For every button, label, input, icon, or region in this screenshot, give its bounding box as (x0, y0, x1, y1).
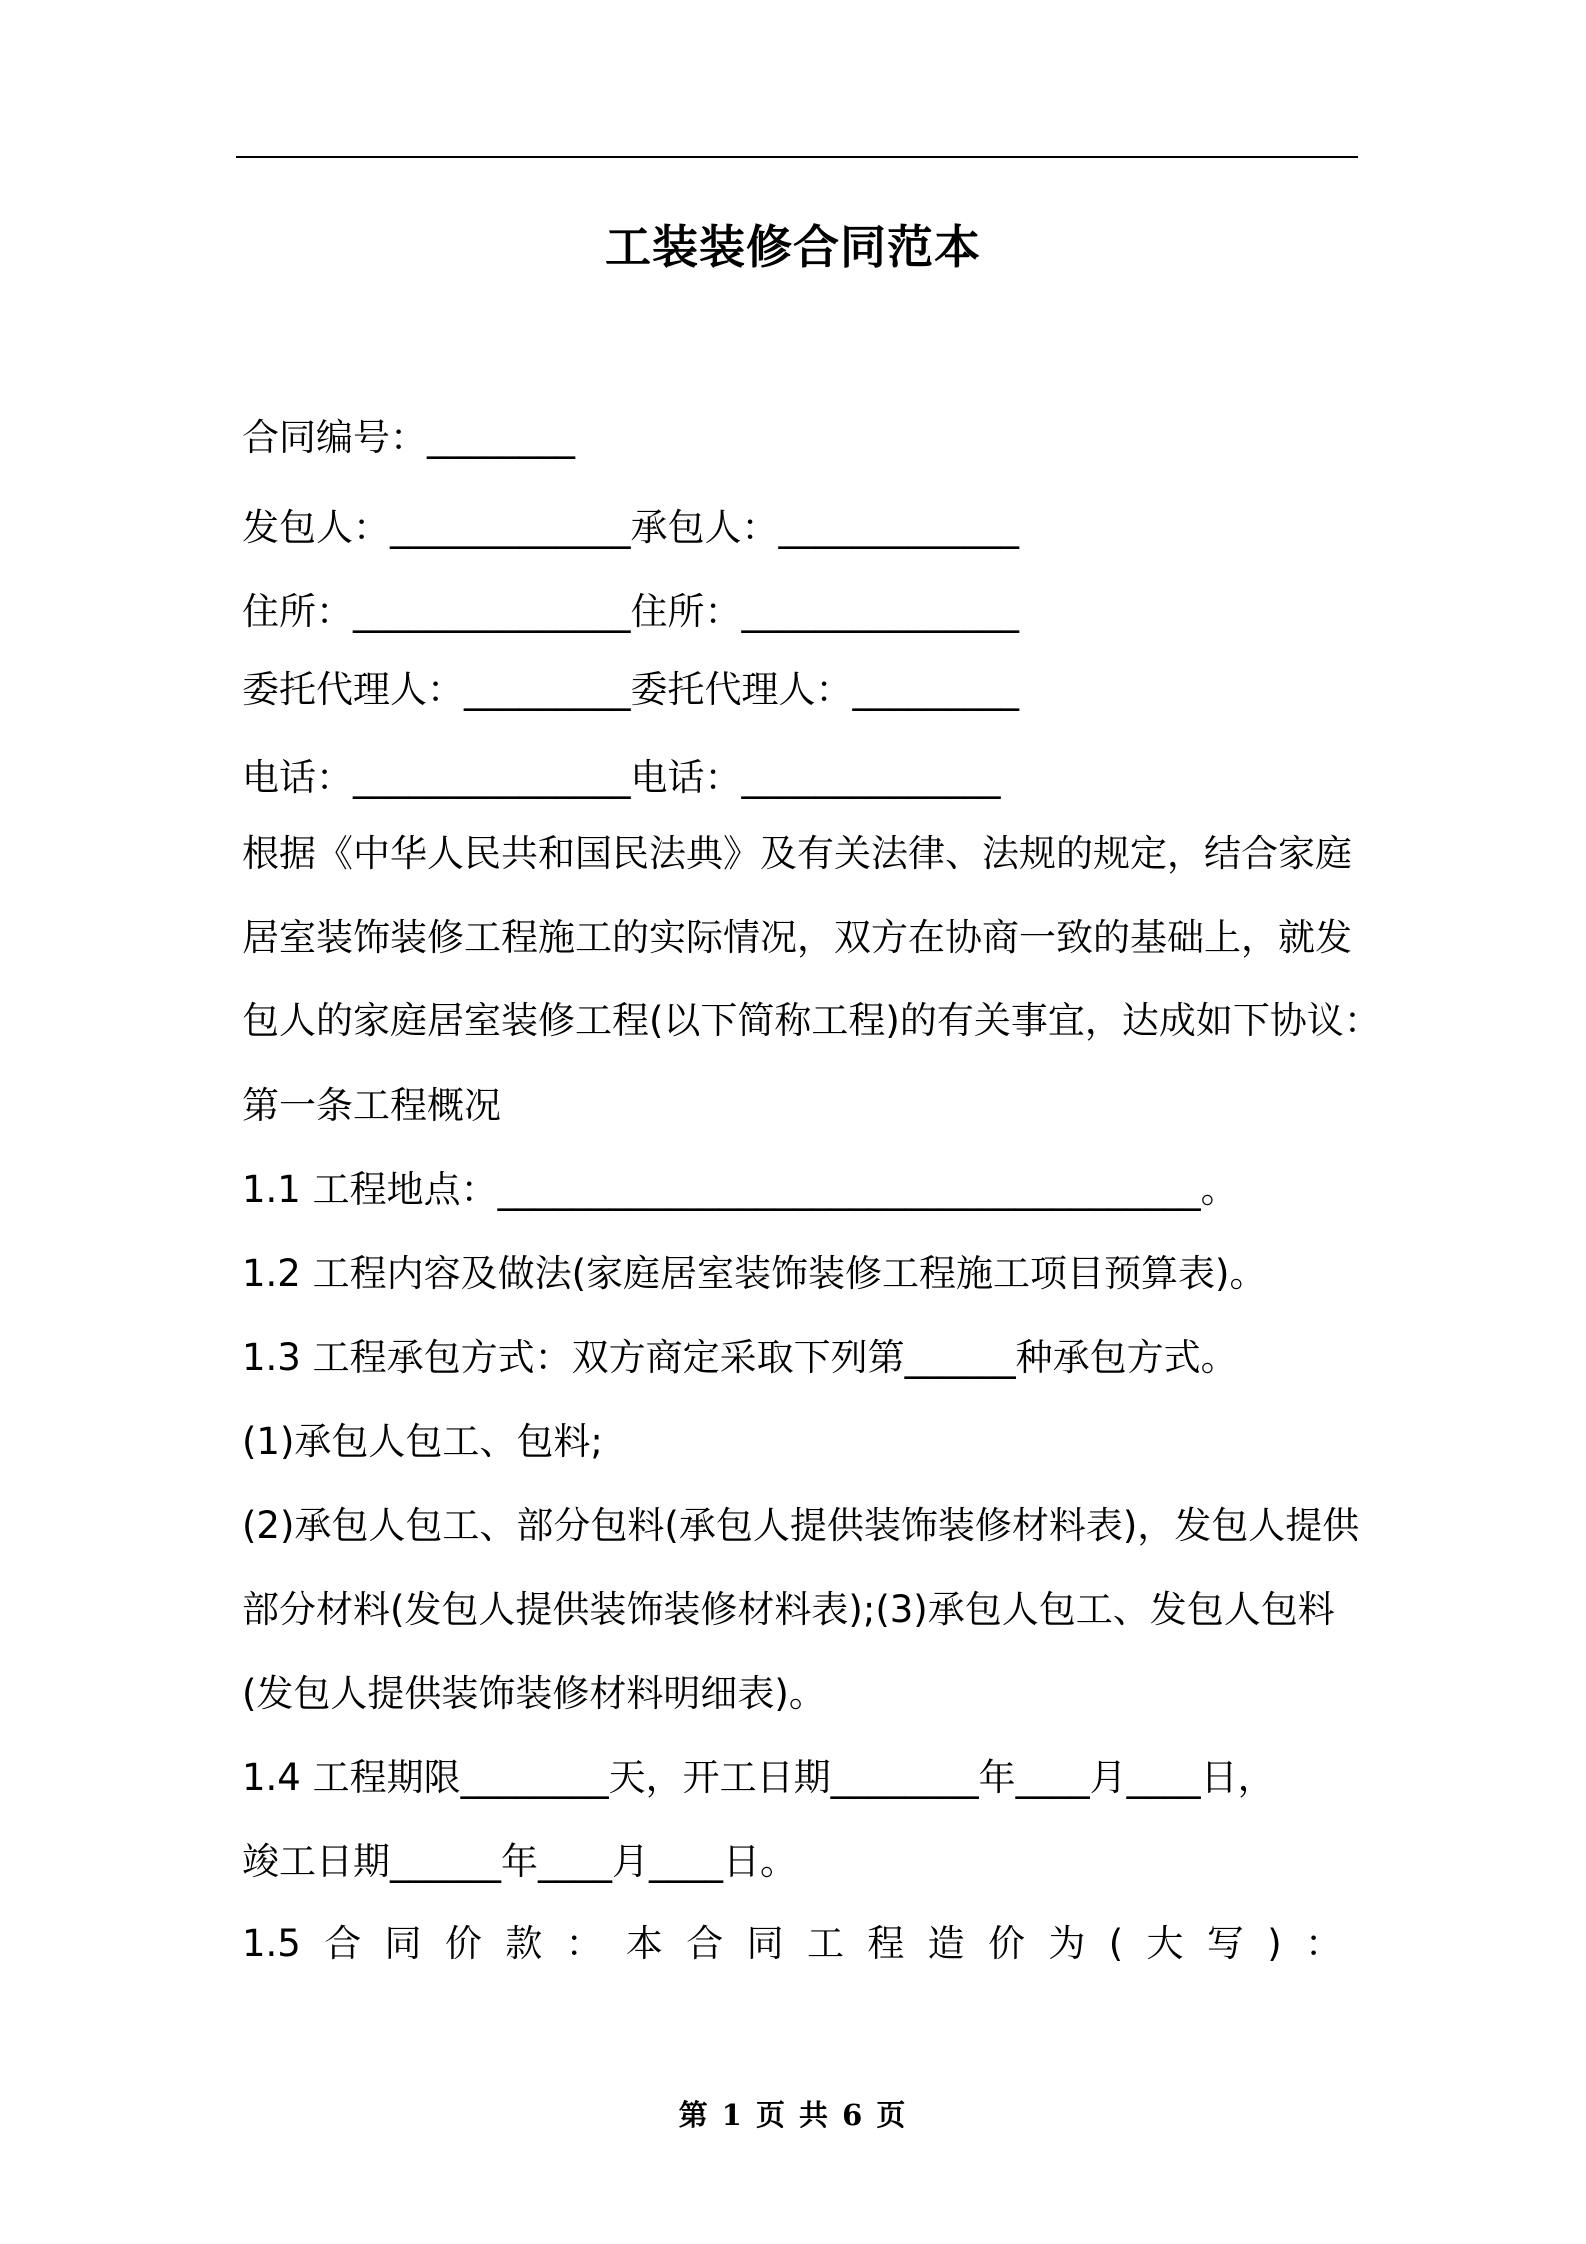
parties-line: 发包人：_____________承包人：_____________ (242, 506, 1019, 549)
top-rule (236, 156, 1358, 158)
preamble-line-2: 居室装饰装修工程施工的实际情况，双方在协商一致的基础上，就发 (242, 916, 1352, 959)
address-line: 住所：_______________住所：_______________ (242, 590, 1019, 633)
option-2-line-2: 部分材料(发包人提供装饰装修材料表);(3)承包人包工、发包人包料 (242, 1588, 1335, 1631)
phone-line: 电话：_______________电话：______________ (242, 756, 1001, 799)
contract-number-line: 合同编号：________ (242, 416, 575, 459)
preamble-line-3: 包人的家庭居室装修工程(以下简称工程)的有关事宜，达成如下协议： (242, 999, 1381, 1042)
preamble-line-1: 根据《中华人民共和国民法典》及有关法律、法规的规定，结合家庭 (242, 832, 1352, 875)
page-title: 工装装修合同范本 (605, 220, 981, 274)
article-1-heading: 第一条工程概况 (242, 1084, 501, 1127)
clause-1-4-line-2: 竣工日期______年____月____日。 (242, 1840, 797, 1883)
option-2-line-1: (2)承包人包工、部分包料(承包人提供装饰装修材料表)，发包人提供 (242, 1504, 1360, 1547)
option-1: (1)承包人包工、包料; (242, 1420, 603, 1463)
page-number: 第 1 页 共 6 页 (678, 2098, 908, 2132)
clause-1-2: 1.2 工程内容及做法(家庭居室装饰装修工程施工项目预算表)。 (242, 1252, 1267, 1295)
agent-line: 委托代理人：_________委托代理人：_________ (242, 668, 1019, 711)
clause-1-1: 1.1 工程地点：______________________________________。 (242, 1168, 1238, 1211)
option-3-line: (发包人提供装饰装修材料明细表)。 (242, 1672, 826, 1715)
clause-1-3: 1.3 工程承包方式：双方商定采取下列第______种承包方式。 (242, 1336, 1238, 1379)
clause-1-4-line-1: 1.4 工程期限________天，开工日期________年____月____日， (242, 1756, 1275, 1799)
clause-1-5: 1.5合同价款：本合同工程造价为(大写)： (242, 1922, 1342, 1965)
